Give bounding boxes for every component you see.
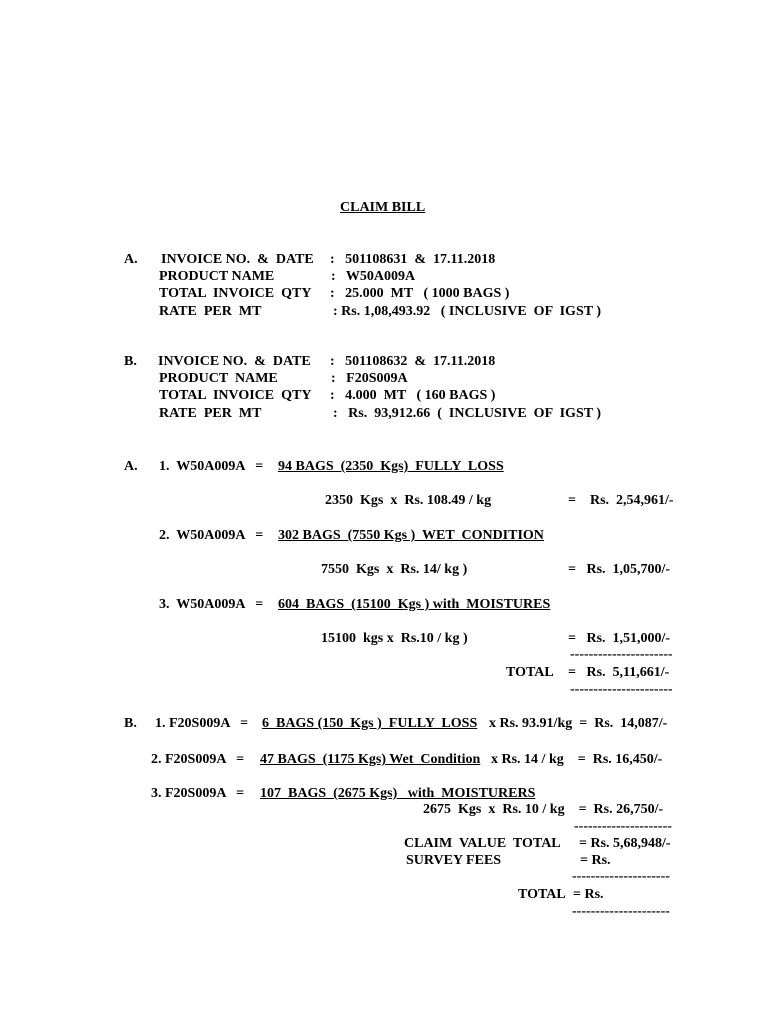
invoice-a-qty-label: TOTAL INVOICE QTY — [159, 286, 312, 301]
invoice-b-qty-value: : 4.000 MT ( 160 BAGS ) — [330, 388, 496, 403]
section-b-dashes-1: --------------------- — [574, 819, 672, 834]
section-a-item2-amount: = Rs. 1,05,700/- — [568, 562, 671, 577]
invoice-b-invoice-label: INVOICE NO. & DATE — [158, 354, 311, 369]
section-b-total-label: TOTAL — [518, 887, 566, 902]
section-a-item2-prefix: 2. W50A009A = — [159, 528, 264, 543]
section-b-item3-calc: 2675 Kgs x Rs. 10 / kg = Rs. 26,750/- — [423, 802, 664, 817]
section-a-item3-amount: = Rs. 1,51,000/- — [568, 631, 671, 646]
section-b-item2-tail: x Rs. 14 / kg = Rs. 16,450/- — [491, 752, 663, 767]
section-a-item3-desc: 604 BAGS (15100 Kgs ) with MOISTURES — [278, 597, 551, 612]
invoice-b-qty-label: TOTAL INVOICE QTY — [159, 388, 312, 403]
section-b-claim-total-label: CLAIM VALUE TOTAL — [404, 836, 561, 851]
section-b-item1-desc: 6 BAGS (150 Kgs ) FULLY LOSS — [262, 716, 478, 731]
section-a-item1-prefix: 1. W50A009A = — [159, 459, 264, 474]
section-b-item3-desc: 107 BAGS (2675 Kgs) with MOISTURERS — [260, 786, 536, 801]
invoice-a-invoice-value: : 501108631 & 17.11.2018 — [330, 252, 496, 267]
invoice-a-rate-value: : Rs. 1,08,493.92 ( INCLUSIVE OF IGST ) — [333, 304, 601, 319]
invoice-a-rate-label: RATE PER MT — [159, 304, 262, 319]
invoice-a-marker: A. — [124, 252, 138, 267]
section-a-item2-calc: 7550 Kgs x Rs. 14/ kg ) — [321, 562, 468, 577]
section-a-item1-calc: 2350 Kgs x Rs. 108.49 / kg — [325, 493, 492, 508]
section-a-item1-amount: = Rs. 2,54,961/- — [568, 493, 674, 508]
invoice-b-rate-value: : Rs. 93,912.66 ( INCLUSIVE OF IGST ) — [333, 406, 601, 421]
section-b-item1-prefix: 1. F20S009A = — [155, 716, 249, 731]
invoice-b-rate-label: RATE PER MT — [159, 406, 262, 421]
invoice-b-marker: B. — [124, 354, 137, 369]
section-b-survey-amount: = Rs. — [580, 853, 611, 868]
section-b-dashes-2: --------------------- — [572, 869, 670, 884]
section-b-item2-prefix: 2. F20S009A = — [151, 752, 245, 767]
section-b-total-amount: = Rs. — [573, 887, 604, 902]
section-a-item3-prefix: 3. W50A009A = — [159, 597, 264, 612]
page-title: CLAIM BILL — [340, 200, 426, 215]
invoice-b-product-label: PRODUCT NAME — [159, 371, 278, 386]
section-a-total-amount: = Rs. 5,11,661/- — [568, 665, 670, 680]
section-a-marker: A. — [124, 459, 138, 474]
section-a-total-label: TOTAL — [506, 665, 554, 680]
section-a-dashes-2: ---------------------- — [570, 682, 673, 697]
section-a-item1-desc: 94 BAGS (2350 Kgs) FULLY LOSS — [278, 459, 504, 474]
section-b-marker: B. — [124, 716, 137, 731]
invoice-a-qty-value: : 25.000 MT ( 1000 BAGS ) — [330, 286, 510, 301]
section-b-item3-prefix: 3. F20S009A = — [151, 786, 245, 801]
section-b-item1-tail: x Rs. 93.91/kg = Rs. 14,087/- — [489, 716, 668, 731]
invoice-b-product-value: : F20S009A — [331, 371, 408, 386]
section-b-claim-total-amount: = Rs. 5,68,948/- — [579, 836, 671, 851]
section-b-item2-desc: 47 BAGS (1175 Kgs) Wet Condition — [260, 752, 481, 767]
section-a-item3-calc: 15100 kgs x Rs.10 / kg ) — [321, 631, 468, 646]
invoice-a-invoice-label: INVOICE NO. & DATE — [161, 252, 314, 267]
section-b-survey-label: SURVEY FEES — [406, 853, 502, 868]
section-b-dashes-3: --------------------- — [572, 904, 670, 919]
section-a-item2-desc: 302 BAGS (7550 Kgs ) WET CONDITION — [278, 528, 544, 543]
invoice-a-product-label: PRODUCT NAME — [159, 269, 275, 284]
invoice-a-product-value: : W50A009A — [331, 269, 416, 284]
invoice-b-invoice-value: : 501108632 & 17.11.2018 — [330, 354, 496, 369]
section-a-dashes-1: ---------------------- — [570, 647, 673, 662]
